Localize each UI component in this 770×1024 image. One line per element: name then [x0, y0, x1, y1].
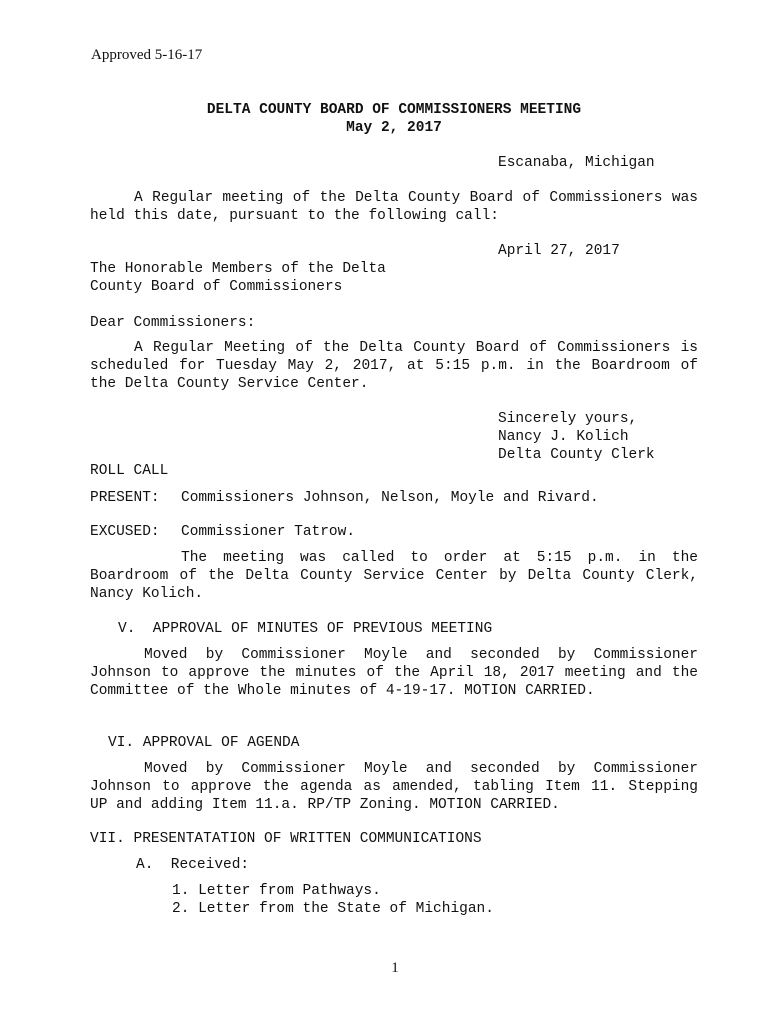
list-item: 2. Letter from the State of Michigan.: [172, 901, 494, 917]
addressee-line: The Honorable Members of the Delta: [90, 261, 386, 277]
meeting-date: May 2, 2017: [346, 120, 442, 136]
section-v-paragraph: Moved by Commissioner Moyle and seconded by Commissioner Johnson to approve the minutes of the April 18, 2017 meeting and the Committee of the Whole minutes of 4-19-17. MOTION CARRIED.: [90, 647, 698, 699]
signer-name: Nancy J. Kolich: [498, 429, 629, 445]
signer-title: Delta County Clerk: [498, 447, 655, 463]
excused-label: EXCUSED:: [90, 524, 160, 540]
section-vii-heading: VII. PRESENTATATION OF WRITTEN COMMUNICATIONS: [90, 831, 482, 847]
section-vii-subheading: A. Received:: [136, 857, 250, 873]
addressee-line: County Board of Commissioners: [90, 279, 343, 295]
roll-call-heading: ROLL CALL: [90, 463, 169, 479]
approved-stamp: Approved 5-16-17: [91, 47, 203, 63]
call-body-paragraph: A Regular Meeting of the Delta County Board of Commissioners is scheduled for Tuesday May 2, 2017, at 5:15 p.m. in the Boardroom of the Delta County Service Center.: [90, 340, 698, 392]
intro-paragraph: A Regular meeting of the Delta County Board of Commissioners was held this date, pursuant to the following call:: [90, 190, 698, 224]
call-to-order-paragraph: The meeting was called to order at 5:15 p.m. in the Boardroom of the Delta County Service Center by Delta County Clerk, Nancy Kolich.: [90, 550, 698, 602]
salutation: Dear Commissioners:: [90, 315, 256, 331]
present-value: Commissioners Johnson, Nelson, Moyle and Rivard.: [181, 490, 599, 506]
section-vi-paragraph: Moved by Commissioner Moyle and seconded by Commissioner Johnson to approve the agenda as amended, tabling Item 11. Stepping UP and adding Item 11.a. RP/TP Zoning. MOTION CARRIED.: [90, 761, 698, 813]
list-item: 1. Letter from Pathways.: [172, 883, 381, 899]
document-title: DELTA COUNTY BOARD OF COMMISSIONERS MEETING: [206, 102, 582, 118]
closing: Sincerely yours,: [498, 411, 638, 427]
section-v-heading: V. APPROVAL OF MINUTES OF PREVIOUS MEETING: [118, 621, 493, 637]
page-number: 1: [391, 960, 399, 976]
present-label: PRESENT:: [90, 490, 160, 506]
excused-value: Commissioner Tatrow.: [181, 524, 356, 540]
section-vi-heading: VI. APPROVAL OF AGENDA: [108, 735, 300, 751]
meeting-location: Escanaba, Michigan: [498, 155, 655, 171]
call-date: April 27, 2017: [498, 243, 620, 259]
